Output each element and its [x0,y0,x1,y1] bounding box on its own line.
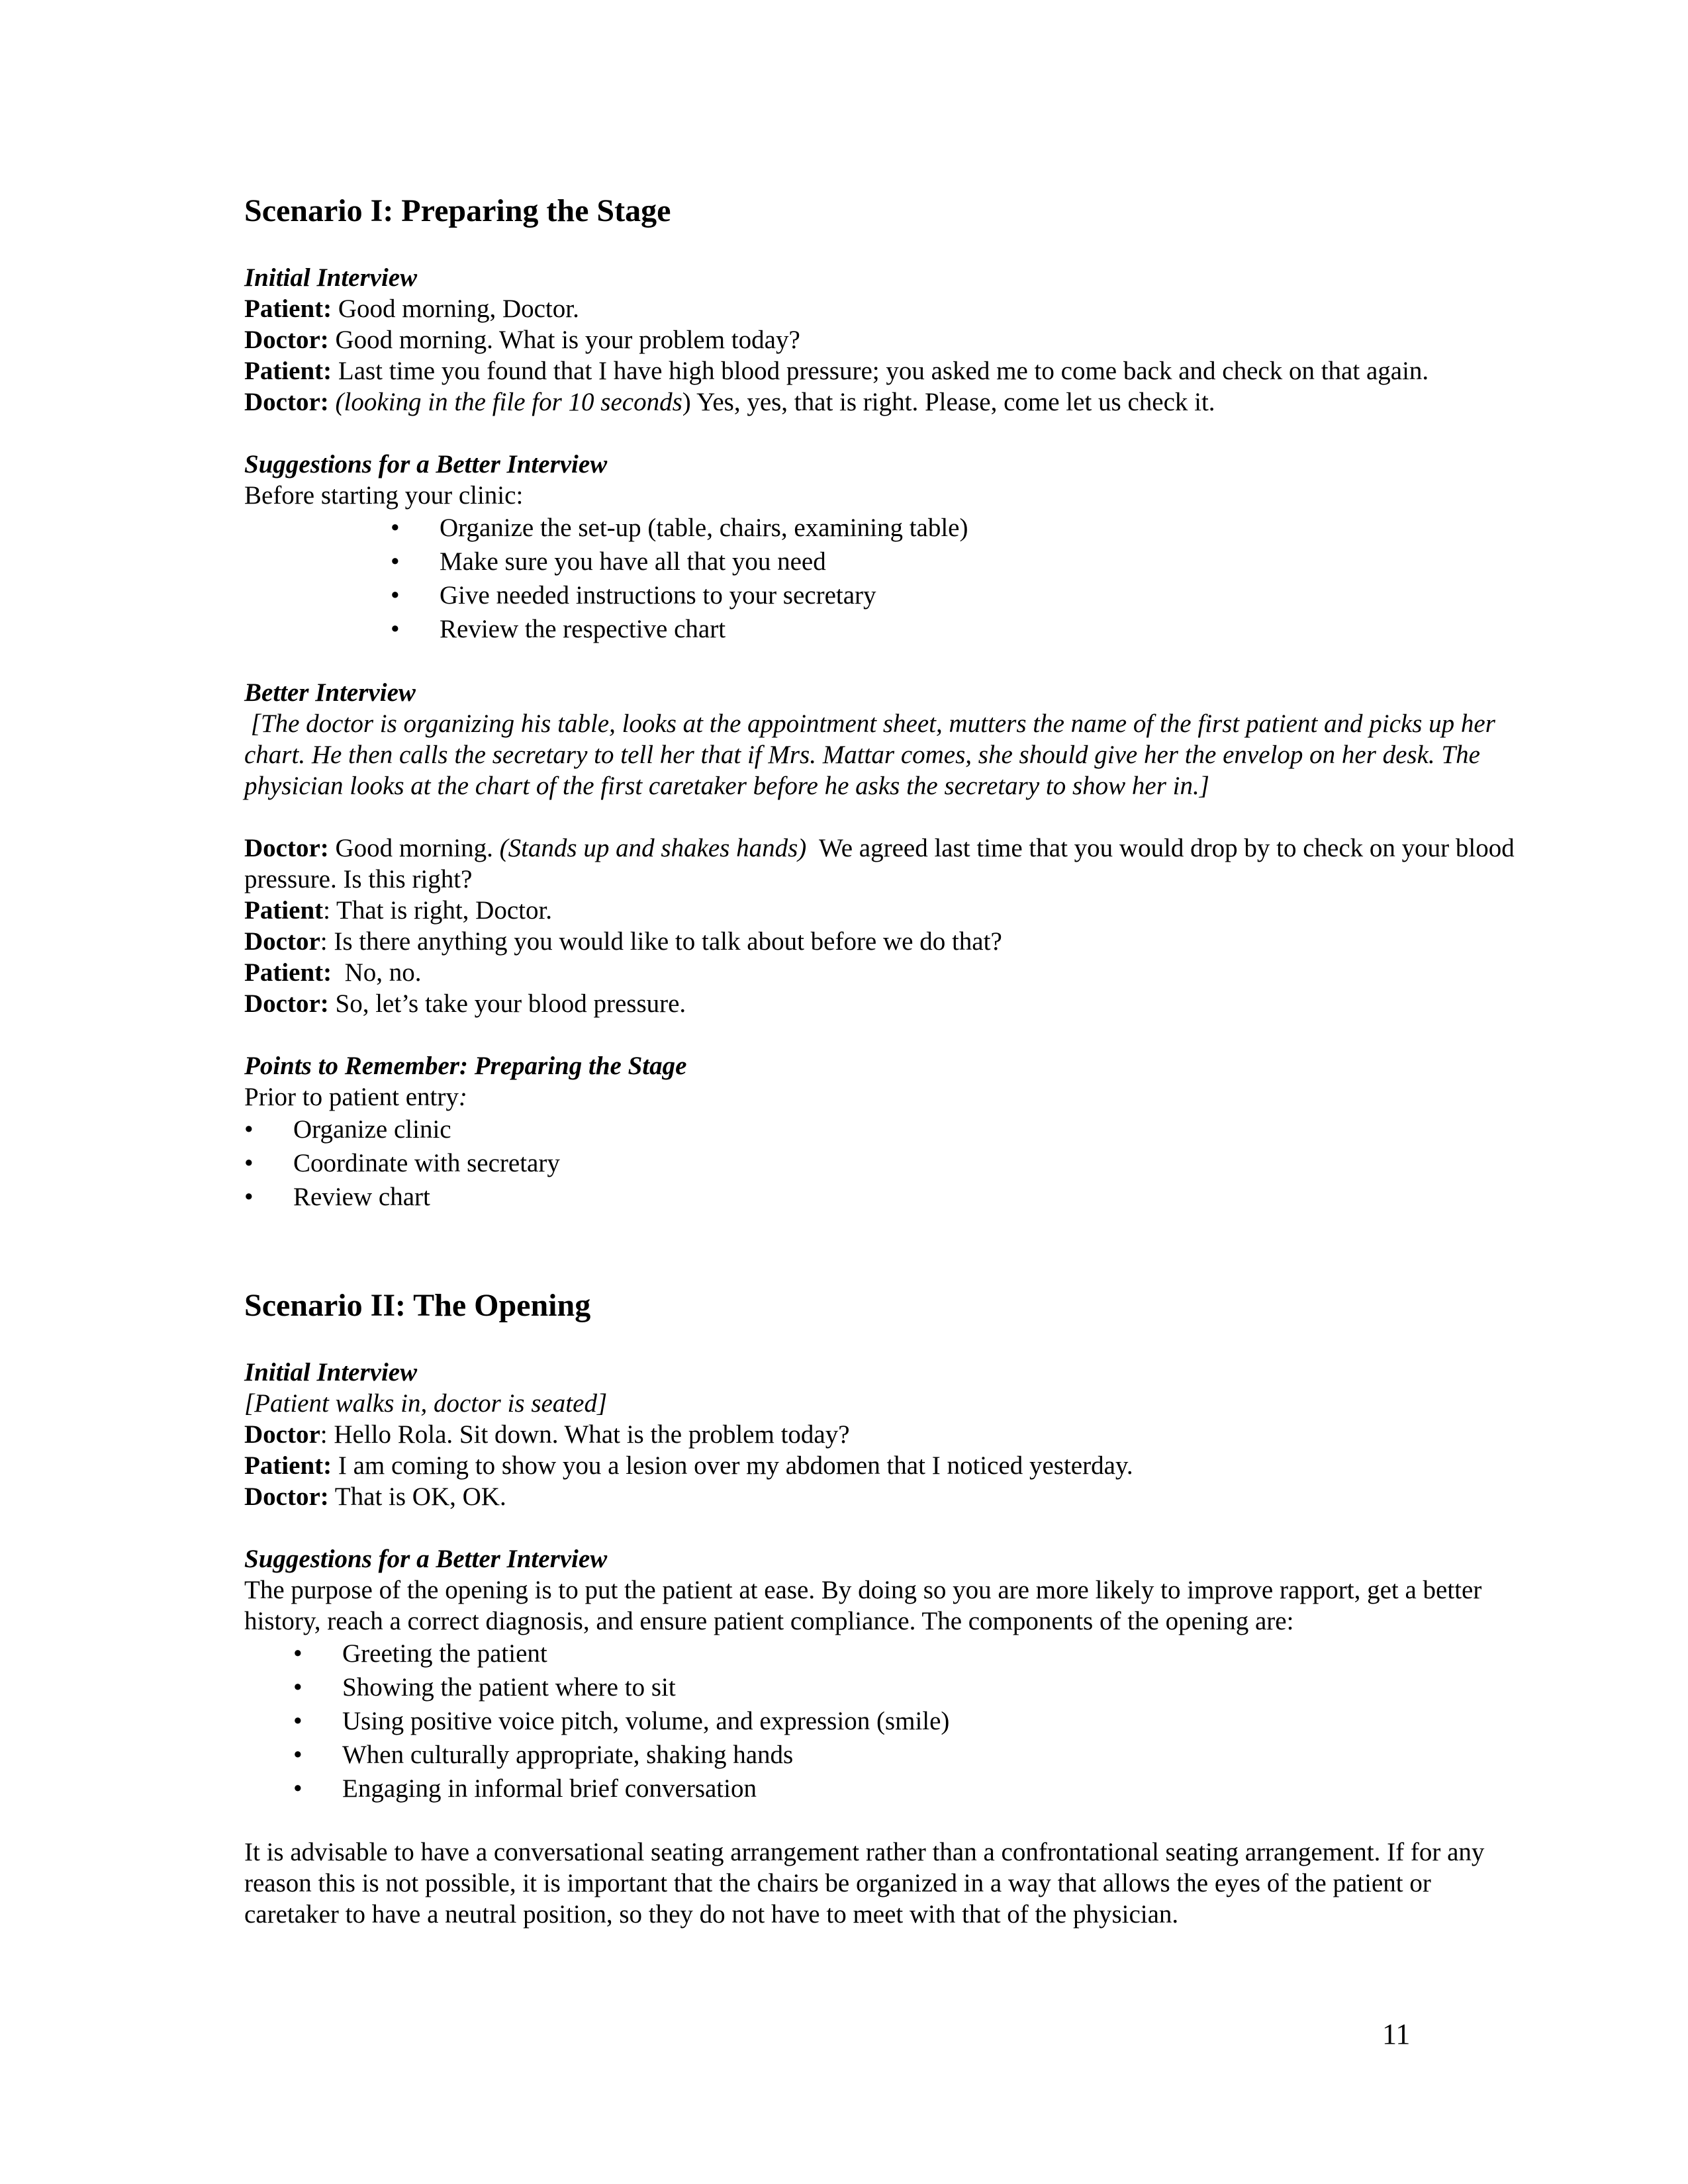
dialogue-line: Patient: Good morning, Doctor. [244,295,579,323]
dialogue-line: Patient: No, no. [244,958,422,987]
s1-initial-heading: Initial Interview [244,263,418,292]
dialogue-line: Doctor: So, let’s take your blood pressure. [244,989,686,1018]
list-item: • Give needed instructions to your secretary [391,581,876,610]
list-item: • Review chart [244,1183,430,1211]
list-item: • Organize clinic [244,1115,451,1144]
s1-suggest-list [391,511,1515,646]
dialogue-line: Doctor: Is there anything you would like to talk about before we do that? [244,927,1002,956]
list-item: • Using positive voice pitch, volume, and expression (smile) [293,1707,950,1735]
s1-suggest-intro: Before starting your clinic: [244,481,524,510]
dialogue-line: Patient: I am coming to show you a lesion over my abdomen that I noticed yesterday. [244,1451,1133,1480]
s2-closing-paragraph: It is advisable to have a conversational seating arrangement rather than a confrontational seating arrangement. If for any reason this is not possible, it is important that the chairs be organized in a way that allows the eyes of the patient or caretaker to have a neutral position, so they do not have to meet with that of the physician. [244,1838,1485,1929]
list-item: • Organize the set-up (table, chairs, examining table) [391,514,968,542]
list-item: • Greeting the patient [293,1639,547,1668]
dialogue-line: Doctor: That is OK, OK. [244,1482,506,1511]
s2-initial-heading: Initial Interview [244,1358,418,1387]
dialogue-line: Doctor: Good morning. What is your problem today? [244,326,800,354]
dialogue-line: Doctor: Hello Rola. Sit down. What is the problem today? [244,1420,850,1449]
list-item: • Review the respective chart [391,615,726,643]
list-item: • Coordinate with secretary [244,1149,560,1177]
s2-suggest-paragraph: The purpose of the opening is to put the patient at ease. By doing so you are more likely to improve rapport, get a better history, reach a correct diagnosis, and ensure patient compliance. The components of the opening are: [244,1576,1482,1635]
s1-points-list [244,1113,1515,1214]
dialogue-line: Patient: Last time you found that I have high blood pressure; you asked me to come back and check on that again. [244,357,1429,385]
scenario-1-title: Scenario I: Preparing the Stage [244,193,671,228]
list-item: • Engaging in informal brief conversation [293,1774,757,1803]
s2-components-list [293,1637,1515,1805]
list-item: • Showing the patient where to sit [293,1673,676,1702]
page-number: 11 [1382,2018,1411,2050]
list-item: • When culturally appropriate, shaking hands [293,1741,794,1769]
scenario-2-title: Scenario II: The Opening [244,1288,591,1323]
dialogue-line: Patient: That is right, Doctor. [244,896,553,925]
dialogue-line: Doctor: (looking in the file for 10 seconds) Yes, yes, that is right. Please, come let us check it. [244,388,1215,416]
dialogue-line: Doctor: Good morning. (Stands up and shakes hands) We agreed last time that you would drop by to check on your blood pressure. Is this right? [244,834,1521,893]
s1-points-heading: Points to Remember: Preparing the Stage [244,1052,687,1080]
list-item: • Make sure you have all that you need [391,547,826,576]
document-page [244,192,1521,1930]
s1-suggest-heading: Suggestions for a Better Interview [244,450,608,478]
s1-stage-direction: [The doctor is organizing his table, looks at the appointment sheet, mutters the name of the first patient and picks up her chart. He then calls the secretary to tell her that if Mrs. Mattar comes, she should give her the envelop on her desk. The physician looks at the chart of the first caretaker before he asks the secretary to show her in.] [244,709,1502,800]
s2-stage-direction: [Patient walks in, doctor is seated] [244,1389,608,1418]
s1-better-heading: Better Interview [244,678,416,707]
s1-points-intro: Prior to patient entry: [244,1083,467,1111]
s2-suggest-heading: Suggestions for a Better Interview [244,1545,608,1573]
